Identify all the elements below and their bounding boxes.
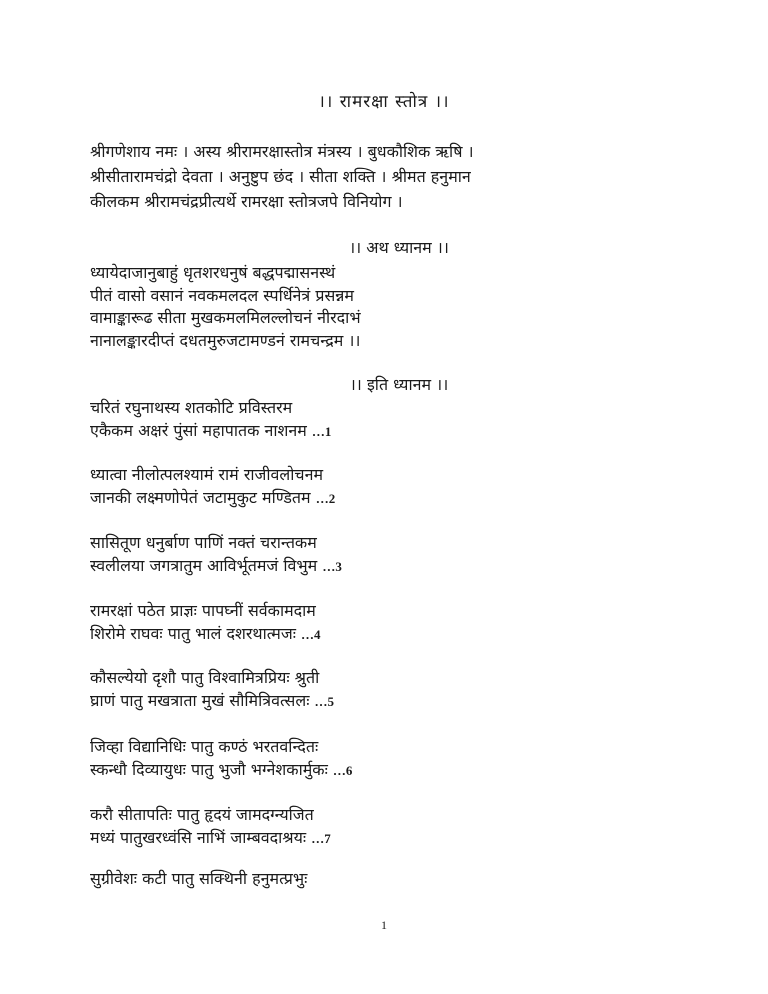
verse-1-line-2	[90, 420, 331, 443]
verse-number: …4	[301, 627, 321, 642]
verse-number: …6	[332, 763, 353, 778]
verse-text: जानकी लक्ष्मणोपेतं जटामुकुट मण्डितम	[90, 488, 311, 507]
intro-line-1: श्रीगणेशाय नमः । अस्य श्रीरामरक्षास्तोत्र मंत्रस्य । बुधकौशिक ऋषि ।	[90, 142, 474, 161]
verse-number: …3	[322, 559, 342, 574]
verse-text: एकैकम अक्षरं पुंसां महापातक नाशनम	[90, 421, 307, 440]
verse-5-line-2	[90, 690, 334, 713]
verse-number: …7	[311, 831, 331, 846]
verse-text: मध्यं पातुखरध्वंसि नाभिं जाम्बवदाश्रयः	[90, 828, 307, 847]
dhyanam-line-3: वामाङ्कारूढ सीता मुखकमलमिलल्लोचनं नीरदाभं	[90, 308, 361, 327]
intro-line-3: कीलकम श्रीरामचंद्रप्रीत्यर्थे रामरक्षा स्तोत्रजपे विनियोग ।	[90, 192, 403, 211]
verse-2-line-2	[90, 487, 335, 510]
verse-text: स्कन्धौ दिव्यायुधः पातु भुजौ भग्नेशकार्मुकः	[90, 760, 328, 779]
dhyanam-line-1: ध्यायेदाजानुबाहुं धृतशरधनुषं बद्धपद्मासनस्थं	[90, 263, 336, 282]
verse-7-line-1: करौ सीतापतिः पातु हृदयं जामदग्न्यजित	[90, 805, 314, 824]
verse-6-line-1: जिव्हा विद्यानिधिः पातु कण्ठं भरतवन्दितः	[90, 737, 319, 756]
verse-7-line-2	[90, 827, 331, 850]
dhyanam-line-2: पीतं वासो वसानं नवकमलदल स्पर्धिनेत्रं प्रसन्नम	[90, 286, 354, 305]
verse-3-line-2	[90, 555, 342, 578]
verse-3-line-1: सासितूण धनुर्बाण पाणिं नक्तं चरान्तकम	[90, 533, 317, 552]
verse-4-line-2	[90, 623, 321, 646]
verse-8-line-1: सुग्रीवेशः कटी पातु सक्थिनी हनुमत्प्रभुः	[90, 869, 308, 888]
dhyanam-heading: ।। अथ ध्यानम ।।	[349, 238, 449, 257]
verse-4-line-1: रामरक्षां पठेत प्राज्ञः पापघ्नीं सर्वकामदाम	[90, 601, 316, 620]
verse-number: …1	[311, 424, 332, 439]
page-title: ।। रामरक्षा स्तोत्र ।।	[318, 92, 450, 112]
intro-line-2: श्रीसीतारामचंद्रो देवता । अनुष्टुप छंद । सीता शक्ति । श्रीमत हनुमान	[90, 167, 471, 186]
verse-number: …5	[314, 694, 335, 709]
verse-2-line-1: ध्यात्वा नीलोत्पलश्यामं रामं राजीवलोचनम	[90, 465, 324, 484]
dhyanam-line-4: नानालङ्कारदीप्तं दधतमुरुजटामण्डनं रामचन्द्रम ।।	[90, 331, 361, 350]
page-number: 1	[381, 918, 387, 932]
verse-text: स्वलीलया जगत्रातुम आविर्भूतमजं विभुम	[90, 556, 318, 575]
verse-1-line-1: चरितं रघुनाथस्य शतकोटि प्रविस्तरम	[90, 398, 293, 417]
verse-5-line-1: कौसल्येयो दृशौ पातु विश्वामित्रप्रियः श्रुती	[90, 668, 320, 687]
verse-6-line-2	[90, 759, 352, 782]
verse-text: घ्राणं पातु मखत्राता मुखं सौमित्रिवत्सलः	[90, 691, 310, 710]
verse-number: …2	[315, 491, 336, 506]
iti-dhyanam-heading: ।। इति ध्यानम ।।	[349, 375, 449, 394]
verse-text: शिरोमे राघवः पातु भालं दशरथात्मजः	[90, 624, 296, 643]
